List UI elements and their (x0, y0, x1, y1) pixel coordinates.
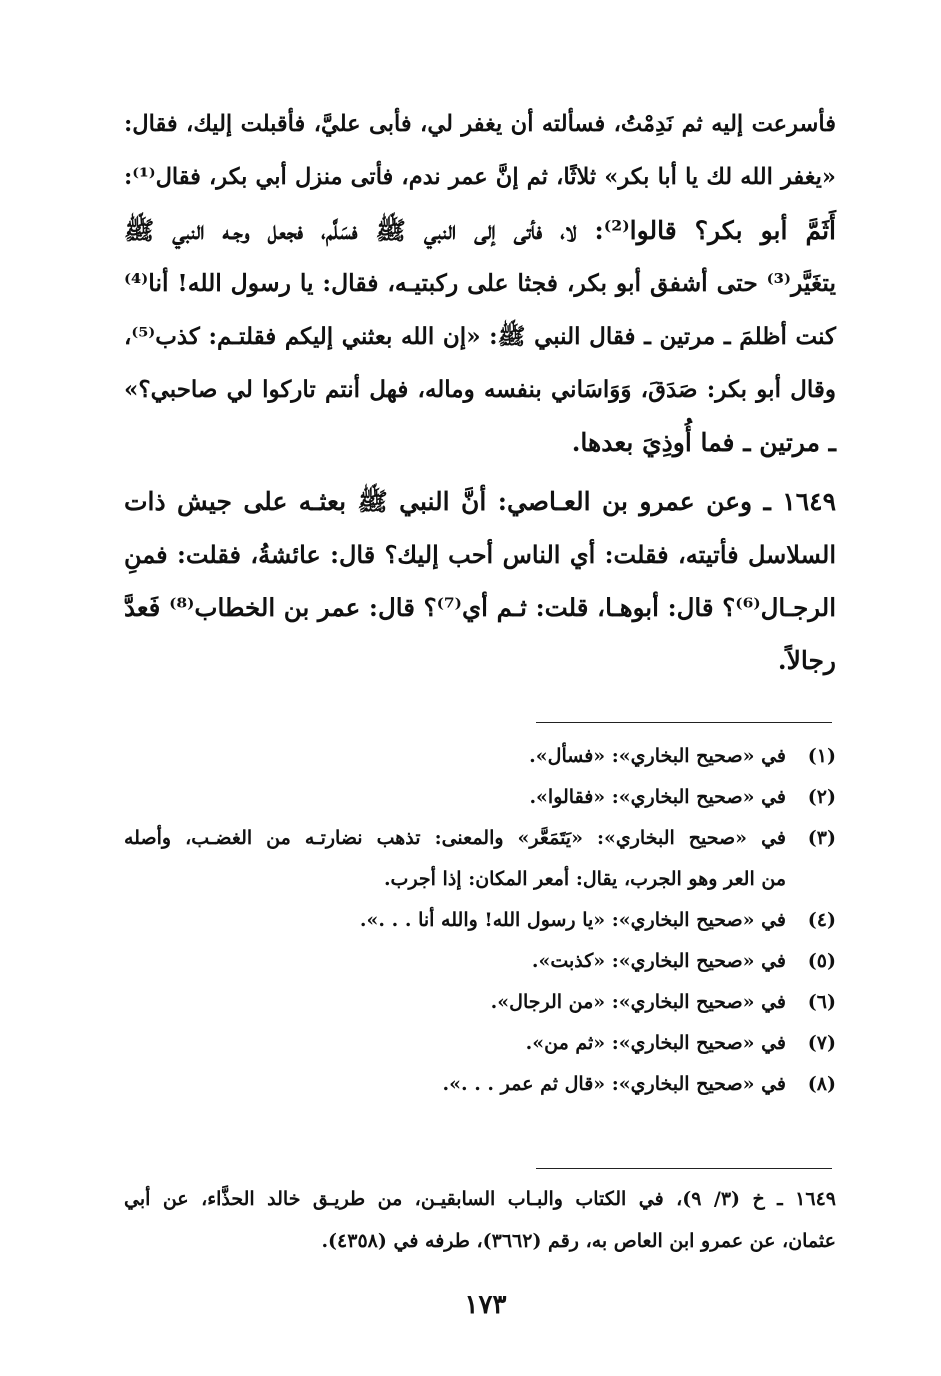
footnote-number: (٢) (807, 786, 836, 808)
source-text: عثمان، عن عمرو ابن العاص به، رقم (٣٦٦٢)، طرفه في (٤٣٥٨). (321, 1230, 836, 1252)
footnote-number: (٦) (807, 991, 836, 1013)
footnote-text: في «صحيح البخاري»: «يَتَمَعَّر» والمعنى: تذهب نضارتـه من الغضـب، وأصله (124, 827, 786, 849)
footnote-7 (124, 1023, 836, 1064)
footnote-divider (536, 722, 832, 723)
footnote-4 (124, 900, 836, 941)
footnote-text: في «صحيح البخاري»: «من الرجال». (490, 991, 786, 1013)
source-note (124, 1178, 836, 1262)
footnote-text: في «صحيح البخاري»: «ثم من». (525, 1032, 786, 1054)
footnote-text: من العر وهو الجرب، يقال: أمعر المكان: إذا أجرب. (383, 868, 786, 890)
text-line: أَثَمَّ أبو بكر؟ قالوا⁽²⁾: لا، فأتى إلى النبي ﷺ فسَلَّم، فجعل وجـه النبي ﷺ (124, 216, 836, 245)
footnote-text: في «صحيح البخاري»: «قال ثم عمر . . .». (442, 1073, 786, 1095)
footnote-number: (٧) (807, 1032, 836, 1054)
text-line: ـ مرتين ـ فما أُوذِيَ بعدها. (571, 428, 836, 457)
footnote-number: (٣) (807, 827, 836, 849)
text-line: فأسرعت إليه ثم نَدِمْتُ، فسألته أن يغفر لي، فأبى عليَّ، فأقبلت إليك، فقال: (124, 111, 836, 137)
footnote-text: في «صحيح البخاري»: «فسأل». (529, 745, 786, 767)
footnote-6 (124, 982, 836, 1023)
text-line: يتغَيَّر⁽³⁾ حتى أشفق أبو بكر، فجثا على ركبتيـه، فقال: يا رسول الله! أنا⁽⁴⁾ (124, 269, 836, 297)
footnote-number: (٤) (807, 909, 836, 931)
hadith-1649-line: السلاسل فأتيته، فقلت: أي الناس أحب إليك؟ قال: عائشةُ، فقلت: فمنِ (124, 540, 836, 569)
footnote-text: في «صحيح البخاري»: «كذبت». (531, 950, 786, 972)
footnote-text: في «صحيح البخاري»: «يا رسول الله! والله أنا . . .». (359, 909, 786, 931)
footnotes (124, 736, 836, 1105)
footnote-number: (٥) (807, 950, 836, 972)
page-number: ١٧٣ (464, 1290, 507, 1320)
footnote-number: (٨) (807, 1073, 836, 1095)
footnote-5 (124, 941, 836, 982)
footnote-1 (124, 736, 836, 777)
footnote-number: (١) (807, 745, 836, 767)
footnote-text: في «صحيح البخاري»: «فقالوا». (529, 786, 786, 808)
footnote-2 (124, 777, 836, 818)
text-line: «يغفر الله لك يا أبا بكر» ثلاثًا، ثم إنَّ عمر ندم، فأتى منزل أبي بكر، فقال⁽¹⁾: (124, 164, 836, 190)
source-text: ١٦٤٩ ـ خ (٣/ ٩)، في الكتاب والبـاب السابقيـن، من طريـق خالد الحذَّاء، عن أبي (124, 1188, 836, 1210)
hadith-1649-line: ١٦٤٩ ـ وعن عمرو بن العـاصي: أنَّ النبي ﷺ بعثـه على جيش ذات (124, 487, 836, 516)
source-divider (536, 1168, 832, 1169)
main-text (124, 98, 836, 687)
text-line: وقال أبو بكر: صَدَقَ، وَوَاسَاني بنفسه وماله، فهل أنتم تاركوا لي صاحبي؟» (124, 376, 836, 403)
text-line: كنت أظلمَ ـ مرتين ـ فقال النبي ﷺ: «إن الله بعثني إليكم فقلتـم: كذب⁽⁵⁾، (124, 323, 836, 350)
footnote-8 (124, 1064, 836, 1105)
hadith-1649-line: رجالاً. (777, 646, 836, 675)
hadith-1649-line: الرجـال⁽⁶⁾؟ قال: أبوهـا، قلت: ثـم أي⁽⁷⁾؟ قال: عمر بن الخطاب⁽⁸⁾ فَعدَّ (124, 593, 837, 622)
footnote-3 (124, 818, 836, 900)
